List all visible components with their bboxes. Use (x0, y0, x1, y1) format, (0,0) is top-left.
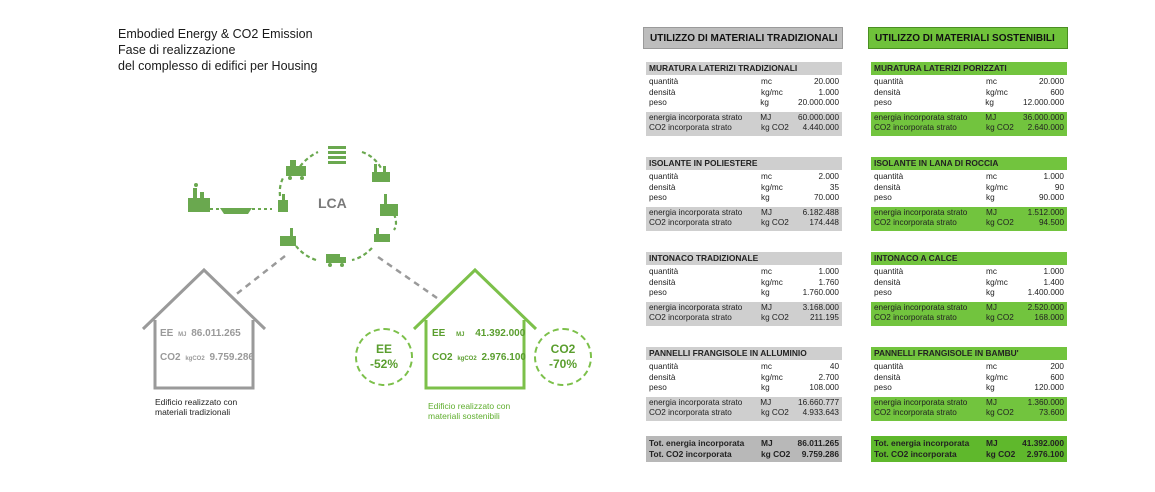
trad-block-4: PANNELLI FRANGISOLE IN ALLUMINIO quantità mc 40 densità kg/mc 2.700 peso kg 108.000 energia incorporata strato MJ 16.660.777 CO2 incorporata strato kg CO2 4.933.643 (646, 347, 842, 421)
house-trad-ee: EE MJ 86.011.265 (160, 328, 241, 339)
block-title: MURATURA LATERIZI TRADIZIONALI (646, 62, 842, 75)
factory-icon (374, 228, 390, 242)
building-stack-icon (328, 146, 346, 164)
block-title: MURATURA LATERIZI PORIZZATI (871, 62, 1067, 75)
trad-block-2: ISOLANTE IN POLIESTERE quantità mc 2.000 densità kg/mc 35 peso kg 70.000 energia incorporata strato MJ 6.182.488 CO2 incorporata strato kg CO2 174.448 (646, 157, 842, 231)
lca-label: LCA (318, 195, 347, 211)
factory-icon (280, 228, 296, 246)
train-icon (286, 160, 306, 180)
house-sust-ee: EE MJ 41.392.000 (432, 328, 526, 339)
factory-icon (188, 183, 210, 212)
ship-icon (220, 208, 252, 214)
truck-icon (326, 254, 346, 267)
sust-block-4: PANNELLI FRANGISOLE IN BAMBU' quantità mc 200 densità kg/mc 600 peso kg 120.000 energia incorporata strato MJ 1.360.000 CO2 incorporata strato kg CO2 73.600 (871, 347, 1067, 421)
title-line-2: Fase di realizzazione (118, 43, 236, 57)
traditional-header: UTILIZZO DI MATERIALI TRADIZIONALI (643, 27, 843, 49)
block-title: ISOLANTE IN LANA DI ROCCIA (871, 157, 1067, 170)
block-title: INTONACO TRADIZIONALE (646, 252, 842, 265)
block-title: INTONACO A CALCE (871, 252, 1067, 265)
sustainable-header: UTILIZZO DI MATERIALI SOSTENIBILI (868, 27, 1068, 49)
factory-icon (380, 194, 398, 216)
title-line-3: del complesso di edifici per Housing (118, 59, 318, 73)
sust-block-3: INTONACO A CALCE quantità mc 1.000 densità kg/mc 1.400 peso kg 1.400.000 energia incorporata strato MJ 2.520.000 CO2 incorporata strato kg CO2 168.000 (871, 252, 1067, 326)
trad-total: Tot. energia incorporata MJ 86.011.265 Tot. CO2 incorporata kg CO2 9.759.286 (646, 436, 842, 462)
crane-icon (278, 194, 288, 212)
trad-block-1: MURATURA LATERIZI TRADIZIONALI quantità mc 20.000 densità kg/mc 1.000 peso kg 20.000.000 energia incorporata strato MJ 60.000.000 CO2 incorporata strato kg CO2 4.440.000 (646, 62, 842, 136)
sust-block-1: MURATURA LATERIZI PORIZZATI quantità mc 20.000 densità kg/mc 600 peso kg 12.000.000 energia incorporata strato MJ 36.000.000 CO2 incorporata strato kg CO2 2.640.000 (871, 62, 1067, 136)
caption-sustainable: Edificio realizzato con materiali sostenibili (428, 401, 511, 421)
block-title: ISOLANTE IN POLIESTERE (646, 157, 842, 170)
sust-block-2: ISOLANTE IN LANA DI ROCCIA quantità mc 1.000 densità kg/mc 90 peso kg 90.000 energia incorporata strato MJ 1.512.000 CO2 incorporata strato kg CO2 94.500 (871, 157, 1067, 231)
ee-reduction-badge: EE -52% (355, 328, 413, 386)
sust-total: Tot. energia incorporata MJ 41.392.000 Tot. CO2 incorporata kg CO2 2.976.100 (871, 436, 1067, 462)
block-title: PANNELLI FRANGISOLE IN ALLUMINIO (646, 347, 842, 360)
house-trad-co2: CO2 kgCO2 9.759.286 (160, 352, 254, 363)
co2-reduction-badge: CO2 -70% (534, 328, 592, 386)
house-sust-co2: CO2 kgCO2 2.976.100 (432, 352, 526, 363)
trad-block-3: INTONACO TRADIZIONALE quantità mc 1.000 densità kg/mc 1.760 peso kg 1.760.000 energia incorporata strato MJ 3.168.000 CO2 incorporata strato kg CO2 211.195 (646, 252, 842, 326)
title-line-1: Embodied Energy & CO2 Emission (118, 27, 313, 41)
caption-traditional: Edificio realizzato con materiali tradizionali (155, 397, 238, 417)
block-title: PANNELLI FRANGISOLE IN BAMBU' (871, 347, 1067, 360)
